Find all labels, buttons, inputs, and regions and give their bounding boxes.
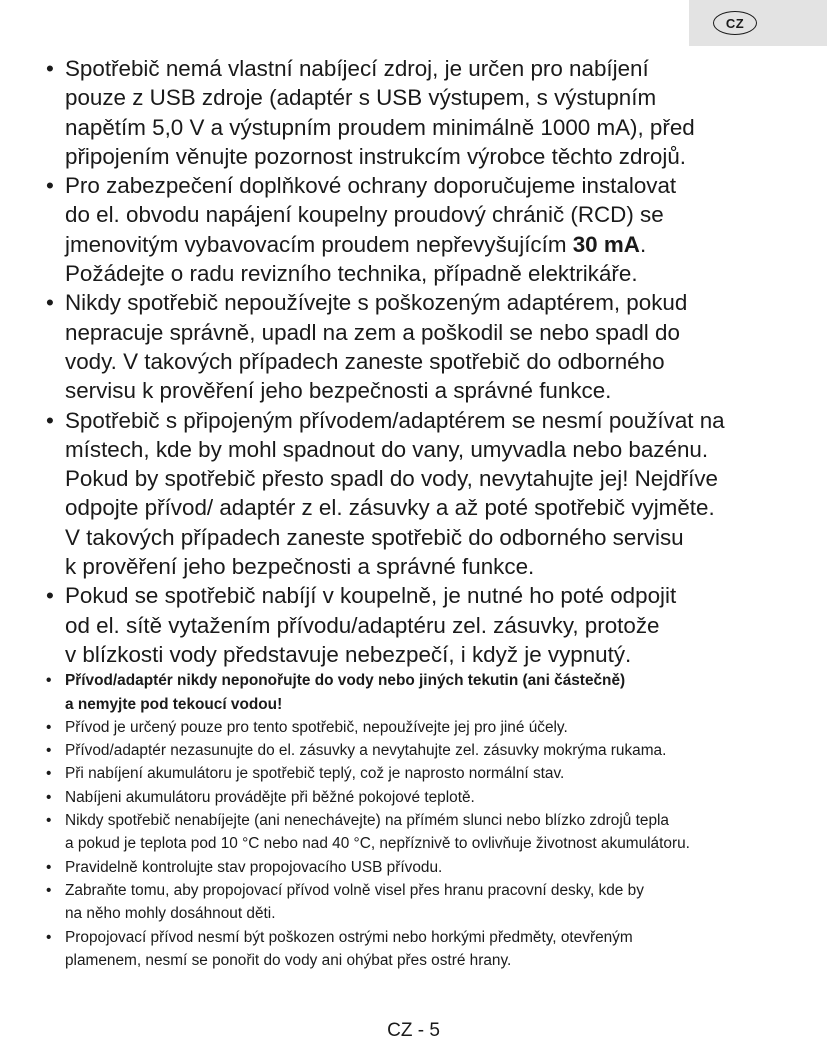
list-item: • Spotřebič s připojeným přívodem/adaptérem se nesmí používat na místech, kde by mohl spadnout do vany, umyvadla nebo bazénu. Pokud by spotřebič přesto spadl do vody, nevytahujte jej! Nejdříve odpojte přívod/ adaptér z el. zásuvky a až poté spotřebič vyjměte. V takových případech zaneste spotřebič do odborného servisu k prověření jeho bezpečnosti a správné funkce. [42,406,792,582]
list-item: • Přívod/adaptér nezasunujte do el. zásuvky a nevytahujte zel. zásuvky mokrýma rukama. [42,739,792,762]
list-item: • Při nabíjení akumulátoru je spotřebič teplý, což je naprosto normální stav. [42,762,792,785]
list-item: • Propojovací přívod nesmí být poškozen ostrými nebo horkými předměty, otevřeným plamenem, nesmí se ponořit do vody ani ohýbat přes ostré hrany. [42,926,792,973]
list-item: • Přívod je určený pouze pro tento spotřebič, nepoužívejte jej pro jiné účely. [42,716,792,739]
list-item: • Nabíjeni akumulátoru provádějte při běžné pokojové teplotě. [42,786,792,809]
list-item: • Zabraňte tomu, aby propojovací přívod volně visel přes hranu pracovní desky, kde by na něho mohly dosáhnout děti. [42,879,792,926]
list-item: • Pravidelně kontrolujte stav propojovacího USB přívodu. [42,856,792,879]
list-item-warning: • Přívod/adaptér nikdy neponořujte do vody nebo jiných tekutin (ani částečně) a nemyjte pod tekoucí vodou! [42,669,792,716]
list-item: • Pokud se spotřebič nabíjí v koupelně, je nutné ho poté odpojit od el. sítě vytažením přívodu/adaptéru zel. zásuvky, protože v blízkosti vody představuje nebezpečí, i když je vypnutý. [42,581,792,669]
page-number: CZ - 5 [387,1020,440,1041]
list-item: • Pro zabezpečení doplňkové ochrany doporučujeme instalovat do el. obvodu napájení koupelny proudový chránič (RCD) se jmenovitým vybavovacím proudem nepřevyšujícím 30 mA. Požádejte o radu revizního technika, případně elektrikáře. [42,171,792,288]
language-tab [689,0,827,46]
list-item: • Nikdy spotřebič nepoužívejte s poškozeným adaptérem, pokud nepracuje správně, upadl na zem a poškodil se nebo spadl do vody. V takových případech zaneste spotřebič do odborného servisu k prověření jeho bezpečnosti a správné funkce. [42,288,792,405]
list-item: • Spotřebič nemá vlastní nabíjecí zdroj, je určen pro nabíjení pouze z USB zdroje (adaptér s USB výstupem, s výstupním napětím 5,0 V a výstupním proudem minimálně 1000 mA), před připojením věnujte pozornost instrukcím výrobce těchto zdrojů. [42,54,792,171]
rated-current-value: 30 mA [572,231,640,257]
language-badge: CZ [713,11,757,35]
safety-instructions [42,54,792,972]
list-item: • Nikdy spotřebič nenabíjejte (ani nenechávejte) na přímém slunci nebo blízko zdrojů tepla a pokud je teplota pod 10 °C nebo nad 40 °C, nepříznivě to ovlivňuje životnost akumulátoru. [42,809,792,856]
